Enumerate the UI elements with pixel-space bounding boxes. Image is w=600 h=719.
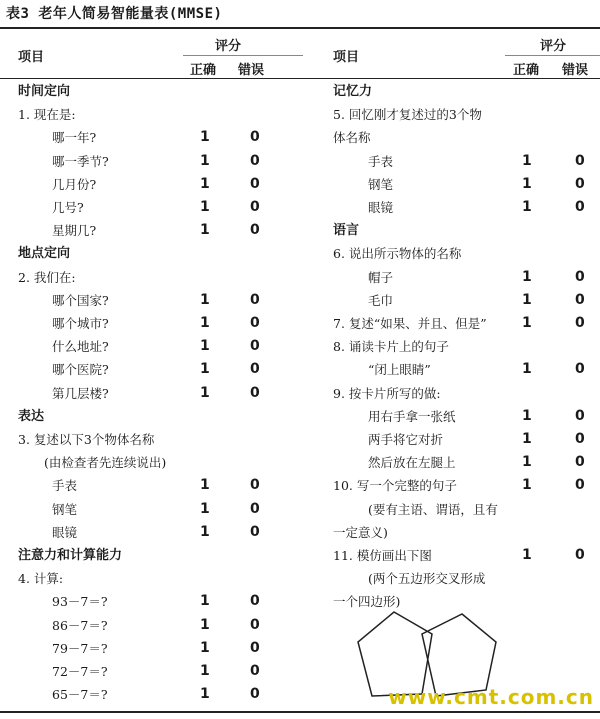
left-row-sub <box>0 683 300 706</box>
left-row-label: 几号? <box>52 200 84 215</box>
left-row-sub <box>0 358 300 381</box>
header-correct-right: 正确 <box>513 63 540 78</box>
left-correct-score: 1 <box>200 616 210 633</box>
left-row-sub <box>0 196 300 219</box>
left-row-label: 哪个国家? <box>52 292 109 308</box>
header-rule <box>0 78 600 79</box>
right-row-q <box>316 242 600 265</box>
left-row-sub <box>0 382 300 405</box>
right-error-score: 0 <box>575 199 585 215</box>
left-row-q <box>0 266 300 289</box>
left-row-label: 93－7＝? <box>52 594 108 610</box>
left-row-label: 65－7＝? <box>52 687 108 703</box>
left-correct-score: 1 <box>200 175 210 192</box>
right-error-score: 0 <box>575 361 585 378</box>
right-row-label: 钢笔 <box>368 176 394 192</box>
left-row-sub <box>0 590 300 613</box>
right-row-sub <box>316 405 600 428</box>
left-correct-score: 1 <box>200 500 210 517</box>
left-row-label: 哪个城市? <box>52 316 109 331</box>
left-row-sub <box>0 150 300 173</box>
left-correct-score: 1 <box>200 686 210 703</box>
left-error-score: 0 <box>250 477 260 494</box>
left-error-score: 0 <box>250 686 260 703</box>
right-correct-score: 1 <box>522 454 532 471</box>
right-correct-score: 1 <box>522 477 532 494</box>
left-error-score: 0 <box>250 199 260 215</box>
right-row-q <box>316 312 600 335</box>
right-correct-score: 1 <box>522 315 532 331</box>
right-error-score: 0 <box>575 315 585 331</box>
right-row-note <box>316 498 600 521</box>
left-row-label: 什么地址? <box>52 339 109 355</box>
left-error-score: 0 <box>250 616 260 633</box>
right-row-label: 一定意义) <box>333 524 388 540</box>
left-correct-score: 1 <box>200 523 210 540</box>
left-row-sub <box>0 614 300 637</box>
left-error-score: 0 <box>250 152 260 169</box>
left-correct-score: 1 <box>200 361 210 378</box>
left-error-score: 0 <box>250 523 260 540</box>
left-row-label: 72－7＝? <box>52 664 108 679</box>
right-row-section <box>316 80 600 103</box>
right-row-label: 体名称 <box>333 130 371 146</box>
right-row-label: (要有主语、谓语，且有 <box>368 501 498 517</box>
left-correct-score: 1 <box>200 129 210 146</box>
header-score-left: 评分 <box>215 39 242 54</box>
right-row-label: 两手将它对折 <box>368 432 444 447</box>
right-row-label: 用右手拿一张纸 <box>368 408 456 424</box>
header-correct-left: 正确 <box>190 63 217 78</box>
right-error-score: 0 <box>575 175 585 192</box>
left-error-score: 0 <box>250 639 260 656</box>
header-item-right: 项目 <box>333 50 360 65</box>
left-row-label: 几月份? <box>52 176 97 192</box>
left-row-sub <box>0 126 300 149</box>
right-row-sub <box>316 173 600 196</box>
left-row-section <box>0 80 300 103</box>
right-row-label: 8. 诵读卡片上的句子 <box>333 339 449 355</box>
right-row-label: 11. 模仿画出下图 <box>333 548 432 563</box>
left-row-label: 1. 现在是: <box>18 107 76 123</box>
right-row-label: 6. 说出所示物体的名称 <box>333 246 462 262</box>
left-row-label: 86－7＝? <box>52 617 108 633</box>
left-error-score: 0 <box>250 129 260 146</box>
left-correct-score: 1 <box>200 593 210 610</box>
score-underline-left <box>183 55 303 56</box>
left-row-sub <box>0 219 300 242</box>
right-row-q <box>316 474 600 497</box>
left-row-label: 注意力和计算能力 <box>18 548 123 563</box>
right-row-label: 然后放在左腿上 <box>368 455 456 471</box>
right-row-label: 5. 回忆刚才复述过的3个物 <box>333 107 482 123</box>
left-correct-score: 1 <box>200 199 210 215</box>
left-row-label: 第几层楼? <box>52 385 109 401</box>
right-row-sub <box>316 150 600 173</box>
left-correct-score: 1 <box>200 315 210 331</box>
left-row-sub <box>0 637 300 660</box>
left-row-label: 4. 计算: <box>18 571 64 587</box>
left-row-section <box>0 405 300 428</box>
left-error-score: 0 <box>250 338 260 355</box>
left-row-sub <box>0 289 300 312</box>
left-row-sub <box>0 498 300 521</box>
right-row-label: “闭上眼睛” <box>368 362 431 378</box>
right-row-sub <box>316 428 600 451</box>
left-row-sub <box>0 521 300 544</box>
left-row-label: 表达 <box>18 408 45 424</box>
bottom-rule <box>0 711 600 713</box>
left-correct-score: 1 <box>200 338 210 355</box>
right-row-sub <box>316 451 600 474</box>
left-row-label: 地点定向 <box>18 246 71 262</box>
right-correct-score: 1 <box>522 199 532 215</box>
left-row-sub <box>0 660 300 683</box>
left-row-section <box>0 242 300 265</box>
left-error-score: 0 <box>250 361 260 378</box>
right-error-score: 0 <box>575 152 585 169</box>
header-score-right: 评分 <box>540 39 567 54</box>
right-error-score: 0 <box>575 268 585 285</box>
left-row-label: 时间定向 <box>18 84 71 99</box>
right-row-label: 毛巾 <box>368 292 394 308</box>
left-row-q <box>0 567 300 590</box>
right-row-q <box>316 544 600 567</box>
left-correct-score: 1 <box>200 477 210 494</box>
left-error-score: 0 <box>250 384 260 401</box>
left-correct-score: 1 <box>200 222 210 239</box>
left-error-score: 0 <box>250 663 260 679</box>
left-row-label: 星期几? <box>52 223 97 239</box>
right-correct-score: 1 <box>522 291 532 308</box>
left-row-section <box>0 544 300 567</box>
score-underline-right <box>505 55 600 56</box>
left-row-sub <box>0 474 300 497</box>
right-row-label: 手表 <box>368 153 394 169</box>
right-correct-score: 1 <box>522 175 532 192</box>
left-row-label: 哪个医院? <box>52 362 109 378</box>
left-row-label: 2. 我们在: <box>18 269 76 285</box>
right-error-score: 0 <box>575 454 585 471</box>
left-correct-score: 1 <box>200 152 210 169</box>
right-row-q <box>316 103 600 126</box>
left-correct-score: 1 <box>200 384 210 401</box>
table-title: 表3 老年人简易智能量表(MMSE) <box>6 6 223 22</box>
watermark-text: www.cmt.com.cn <box>388 685 594 709</box>
right-row-label: 帽子 <box>368 269 394 285</box>
left-row-label: 手表 <box>52 478 78 494</box>
right-row-cont <box>316 126 600 149</box>
left-row-label: 3. 复述以下3个物体名称 <box>18 432 155 447</box>
right-error-score: 0 <box>575 547 585 563</box>
right-error-score: 0 <box>575 477 585 494</box>
right-row-label: 7. 复述“如果、并且、但是” <box>333 316 487 331</box>
header-error-right: 错误 <box>562 63 589 78</box>
left-correct-score: 1 <box>200 639 210 656</box>
right-row-label: 语言 <box>333 223 360 239</box>
right-correct-score: 1 <box>522 361 532 378</box>
right-row-sub <box>316 196 600 219</box>
right-row-label: 眼镜 <box>368 200 394 215</box>
left-error-score: 0 <box>250 175 260 192</box>
left-error-score: 0 <box>250 315 260 331</box>
right-error-score: 0 <box>575 431 585 447</box>
left-error-score: 0 <box>250 291 260 308</box>
right-correct-score: 1 <box>522 431 532 447</box>
right-error-score: 0 <box>575 407 585 424</box>
left-correct-score: 1 <box>200 291 210 308</box>
left-row-label: 哪一年? <box>52 130 97 146</box>
right-correct-score: 1 <box>522 152 532 169</box>
left-row-q <box>0 103 300 126</box>
left-row-label: 哪一季节? <box>52 153 109 169</box>
left-error-score: 0 <box>250 222 260 239</box>
left-error-score: 0 <box>250 593 260 610</box>
left-row-q <box>0 428 300 451</box>
header-error-left: 错误 <box>238 63 265 78</box>
right-row-cont <box>316 521 600 544</box>
left-row-label: 眼镜 <box>52 524 78 540</box>
left-correct-score: 1 <box>200 663 210 679</box>
right-row-q <box>316 382 600 405</box>
left-row-sub <box>0 312 300 335</box>
right-correct-score: 1 <box>522 547 532 563</box>
right-row-label: 10. 写一个完整的句子 <box>333 478 457 494</box>
top-rule <box>0 27 600 29</box>
right-row-label: 一个四边形) <box>333 594 401 610</box>
right-correct-score: 1 <box>522 407 532 424</box>
right-row-note <box>316 567 600 590</box>
left-row-sub <box>0 173 300 196</box>
right-row-sub <box>316 289 600 312</box>
right-row-sub <box>316 266 600 289</box>
header-item-left: 项目 <box>18 50 45 65</box>
right-row-label: 记忆力 <box>333 84 373 99</box>
left-row-label: 79－7＝? <box>52 640 108 656</box>
right-row-section <box>316 219 600 242</box>
left-row-label: (由检查者先连续说出) <box>44 455 167 471</box>
left-row-note <box>0 451 300 474</box>
right-row-q <box>316 335 600 358</box>
left-row-sub <box>0 335 300 358</box>
left-row-label: 钢笔 <box>52 501 78 517</box>
left-error-score: 0 <box>250 500 260 517</box>
right-error-score: 0 <box>575 291 585 308</box>
right-row-label: 9. 按卡片所写的做: <box>333 385 441 401</box>
right-row-label: (两个五边形交叉形成 <box>368 571 486 587</box>
right-correct-score: 1 <box>522 268 532 285</box>
right-row-sub <box>316 358 600 381</box>
